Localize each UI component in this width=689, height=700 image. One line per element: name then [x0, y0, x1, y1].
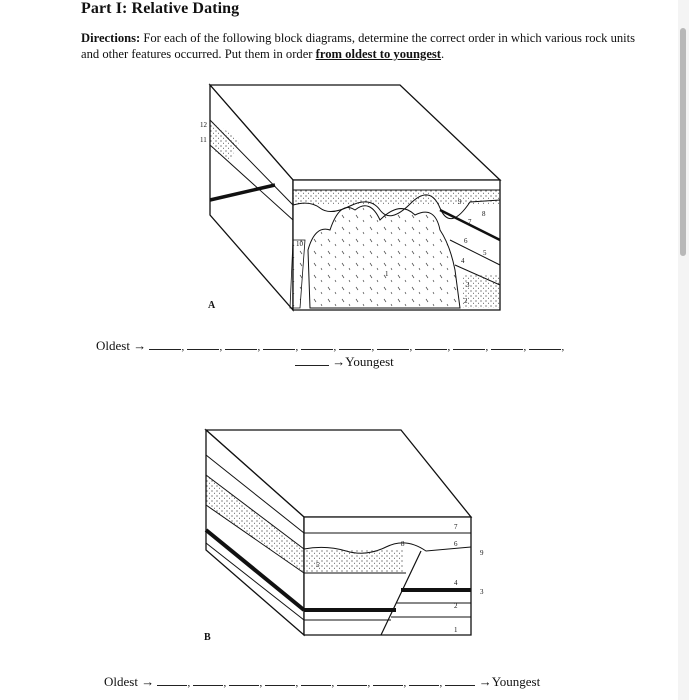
sequence-a-line-1: Oldest → , , , , , , , , , , ,	[96, 338, 565, 353]
sequence-b-line: Oldest → , , , , , , , , →Youngest	[104, 674, 541, 689]
answer-blank[interactable]	[409, 674, 439, 686]
diagram-b-letter: B	[204, 632, 211, 643]
sequence-a-oldest-label: Oldest →	[96, 338, 147, 353]
label-a-2: 2	[464, 297, 468, 305]
answer-blank[interactable]	[301, 338, 333, 350]
answer-blank[interactable]	[187, 338, 219, 350]
label-a-9: 9	[458, 198, 462, 206]
label-b-6: 6	[454, 540, 458, 548]
label-a-8: 8	[482, 210, 486, 218]
label-b-2: 2	[454, 602, 458, 610]
answer-blank[interactable]	[193, 674, 223, 686]
label-b-9: 9	[480, 549, 484, 557]
diagram-a-letter: A	[208, 300, 216, 311]
answer-blank[interactable]	[265, 674, 295, 686]
sequence-b-oldest-label: Oldest →	[104, 674, 155, 689]
block-diagram-a	[200, 80, 510, 320]
answer-blank[interactable]	[301, 674, 331, 686]
label-a-10: 10	[296, 240, 303, 248]
directions-end: .	[441, 47, 445, 61]
label-a-3: 3	[466, 281, 470, 289]
directions-label: Directions:	[81, 31, 141, 45]
answer-blank[interactable]	[225, 338, 257, 350]
scrollbar-thumb[interactable]	[680, 28, 686, 256]
label-b-3: 3	[480, 588, 484, 596]
sequence-a-line-2	[295, 354, 394, 370]
block-diagram-b-svg	[196, 425, 506, 645]
label-b-7: 7	[454, 523, 458, 531]
directions-text: For each of the following block diagrams, determine the correct order in which various rock units and other features occurred. Put them in order	[81, 31, 636, 61]
answer-blank[interactable]	[373, 674, 403, 686]
label-a-5: 5	[483, 249, 487, 257]
answer-blank[interactable]	[529, 338, 561, 350]
answer-blank[interactable]	[337, 674, 367, 686]
answer-blank[interactable]	[415, 338, 447, 350]
label-b-5: 5	[316, 561, 320, 569]
sequence-b-youngest-label: →Youngest	[478, 674, 541, 689]
answer-blank[interactable]	[339, 338, 371, 350]
sequence-a-youngest-label: →Youngest	[332, 354, 394, 369]
label-a-12: 12	[200, 121, 207, 129]
directions-emphasis: from oldest to youngest	[315, 47, 442, 61]
answer-blank[interactable]	[445, 674, 475, 686]
label-b-4: 4	[454, 579, 458, 587]
answer-blank[interactable]	[491, 338, 523, 350]
label-a-1: 1	[385, 270, 389, 278]
label-a-6: 6	[464, 237, 468, 245]
answer-blank[interactable]	[295, 354, 329, 366]
block-diagram-a-svg	[200, 80, 510, 320]
label-a-11: 11	[200, 136, 207, 144]
answer-blank[interactable]	[377, 338, 409, 350]
label-a-7: 7	[468, 218, 472, 226]
answer-blank[interactable]	[149, 338, 181, 350]
page-title: Part I: Relative Dating	[81, 0, 240, 17]
answer-blank[interactable]	[229, 674, 259, 686]
answer-blank[interactable]	[453, 338, 485, 350]
label-b-1: 1	[454, 626, 458, 634]
label-b-8: 8	[401, 540, 405, 548]
label-a-4: 4	[461, 257, 465, 265]
answer-blank[interactable]	[263, 338, 295, 350]
answer-blank[interactable]	[157, 674, 187, 686]
block-diagram-b	[196, 425, 506, 645]
directions-paragraph	[81, 30, 641, 62]
